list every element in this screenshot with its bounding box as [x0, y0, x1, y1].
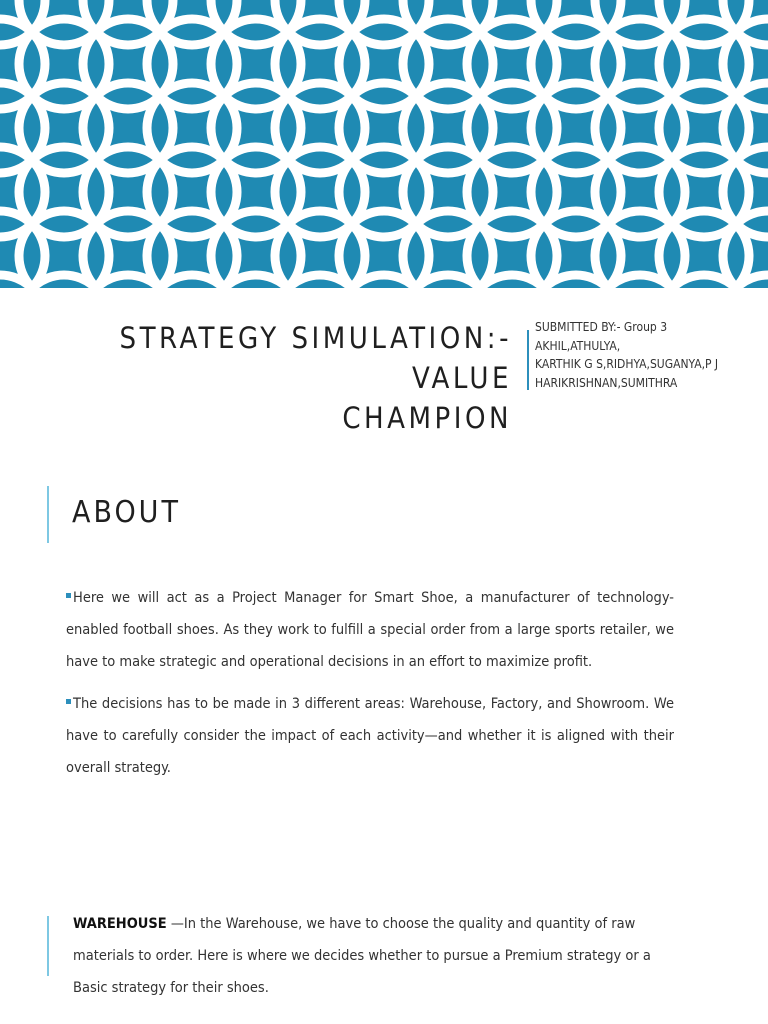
- submitted-by-block: [535, 318, 765, 392]
- member-line: HARIKRISHNAN,SUMITHRA: [535, 375, 678, 390]
- submitted-label: SUBMITTED BY:-: [535, 320, 624, 334]
- about-bullets: [66, 582, 674, 794]
- about-heading: ABOUT: [72, 495, 181, 530]
- group-name: Group 3: [623, 320, 668, 334]
- submitted-divider: [527, 330, 529, 390]
- warehouse-text: —In the Warehouse, we have to choose the quality and quantity of raw materials to order. Here is where we decides whether to pursue a Premium strategy or a Basic strategy for their shoes.: [73, 916, 651, 996]
- submitted-line: [535, 318, 765, 337]
- member-line: AKHIL,ATHULYA,: [535, 338, 621, 353]
- warehouse-accent-bar: [47, 916, 49, 976]
- bullet-text: The decisions has to be made in 3 different areas: Warehouse, Factory, and Showroom. We have to carefully consider the impact of each activity—and whether it is aligned with their overall strategy.: [66, 696, 674, 776]
- bullet-item: [66, 582, 674, 678]
- warehouse-label: WAREHOUSE: [73, 916, 167, 932]
- decorative-circle-pattern: [0, 0, 768, 288]
- bullet-square-icon: [66, 593, 71, 598]
- bullet-text: Here we will act as a Project Manager for Smart Shoe, a manufacturer of technology-enabled football shoes. As they work to fulfill a special order from a large sports retailer, we have to make strategic and operational decisions in an effort to maximize profit.: [66, 590, 674, 670]
- member-line: KARTHIK G S,RIDHYA,SUGANYA,P J: [535, 357, 719, 371]
- about-accent-bar: [47, 486, 49, 543]
- title-line-1: STRATEGY SIMULATION:- VALUE: [119, 321, 512, 395]
- warehouse-paragraph: [73, 908, 673, 1004]
- bullet-item: [66, 688, 674, 784]
- bullet-square-icon: [66, 699, 71, 704]
- slide-title: [42, 318, 512, 438]
- title-line-2: CHAMPION: [342, 401, 512, 435]
